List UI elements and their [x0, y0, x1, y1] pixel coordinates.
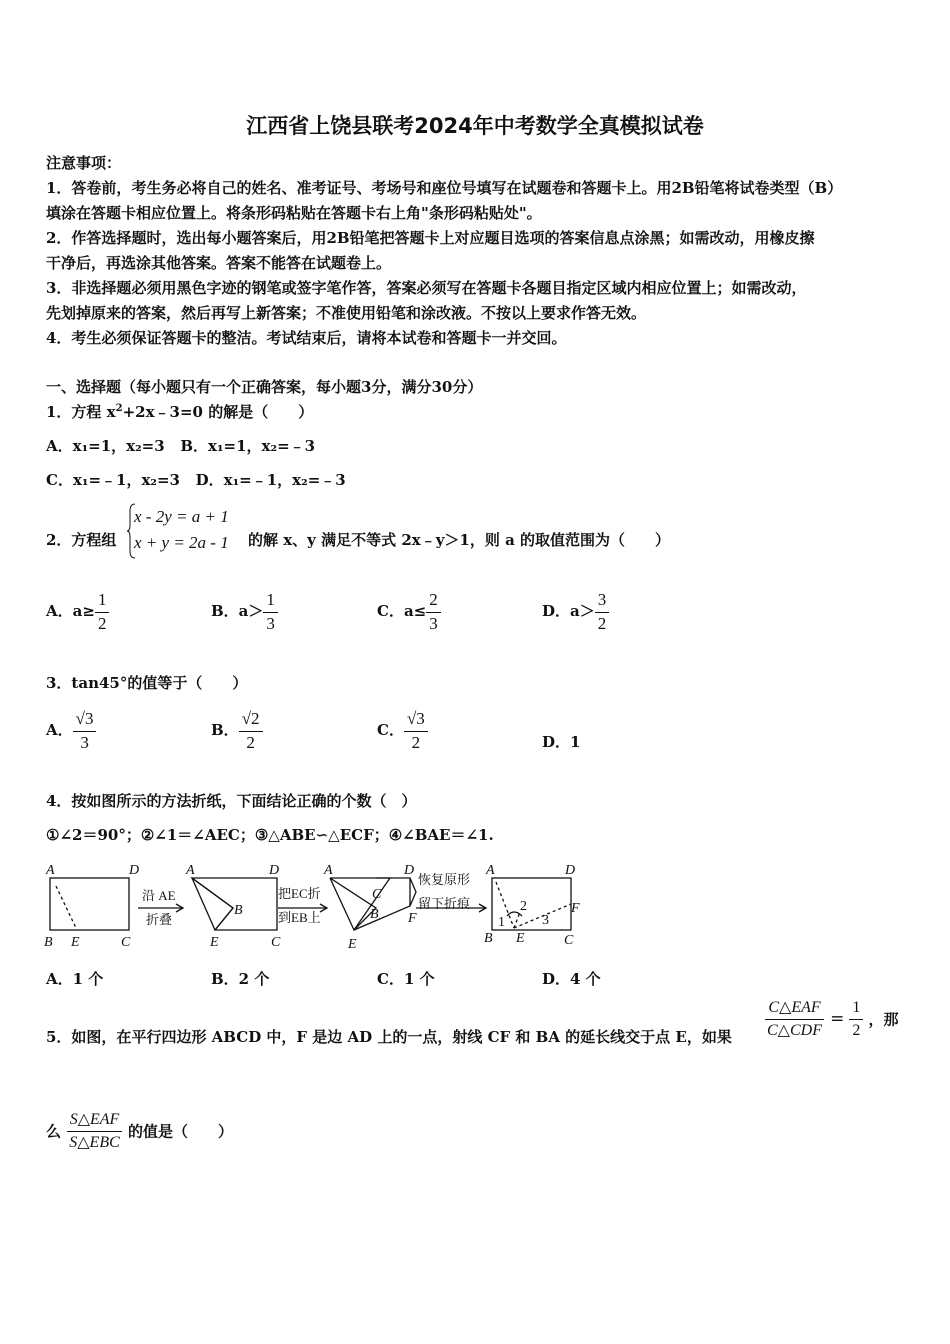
q4-stem: 4．按如图所示的方法折纸，下面结论正确的个数（ ）: [46, 792, 417, 810]
angle-2-label: 2: [520, 899, 527, 914]
step-2-top: 把EC折: [278, 886, 321, 901]
svg-text:D: D: [269, 863, 280, 878]
q1-option-a[interactable]: A．x₁=1，x₂=3: [46, 437, 165, 455]
q3-option-b[interactable]: B． $\frac{√2}{2}$: [211, 710, 263, 752]
step-2-bottom: 到EB上: [278, 910, 321, 925]
notice-line-1: 1．答卷前，考生务必将自己的姓名、准考证号、考场号和座位号填写在试题卷和答题卡上。用2B铅笔将试卷类型（B）: [46, 179, 843, 197]
q1-option-cd: [46, 469, 346, 490]
equation-1: x - 2y = a + 1: [134, 507, 229, 526]
svg-text:C: C: [564, 933, 574, 948]
label-e: E: [71, 935, 80, 950]
q5-ratio: $\frac{\text{C△EAF}}{\text{C△CDF}}$ = $\frac{1}{2}$ ，那: [767, 999, 899, 1039]
svg-text:E: E: [516, 931, 525, 946]
equation-2: x + y = 2a - 1: [134, 533, 229, 552]
angle-1-label: 1: [498, 915, 505, 930]
q3-option-a[interactable]: A． $\frac{√3}{3}$: [46, 710, 96, 752]
section-heading: 一、选择题（每小题只有一个正确答案，每小题3分，满分30分）: [46, 378, 483, 396]
folded-shape-2: [330, 878, 390, 930]
svg-text:A: A: [186, 863, 195, 878]
step-3-bottom: 留下折痕: [418, 896, 471, 911]
notice-line-4: 干净后，再选涂其他答案。答案不能答在试题卷上。: [46, 254, 392, 272]
svg-text:B: B: [484, 931, 493, 946]
svg-text:D: D: [404, 863, 415, 878]
q2-option-c[interactable]: C．a≤ $\frac{2}{3}$: [377, 591, 441, 633]
label-c: C: [121, 935, 131, 950]
step-1-bottom: 折叠: [146, 912, 173, 927]
notice-line-2: 填涂在答题卡相应位置上。将条形码粘贴在答题卡右上角"条形码粘贴处"。: [46, 204, 542, 222]
q4-option-a[interactable]: A．1 个: [46, 970, 104, 988]
q1-option-d[interactable]: D．x₁=﹣1，x₂=﹣3: [195, 471, 346, 489]
q5-continuation: 么 $\frac{\text{S△EAF}}{\text{S△EBC}}$ 的值是（ ）: [46, 1111, 234, 1151]
fraction: $\frac{1}{2}$: [95, 591, 110, 633]
svg-text:B: B: [370, 907, 379, 922]
q2-option-b[interactable]: B．a＞ $\frac{1}{3}$: [211, 591, 278, 633]
svg-text:A: A: [324, 863, 333, 878]
q4-option-c[interactable]: C．1 个: [377, 970, 435, 988]
svg-text:D: D: [565, 863, 576, 878]
fraction: $\frac{2}{3}$: [426, 591, 441, 633]
svg-text:F: F: [408, 911, 417, 926]
q4-option-d[interactable]: D．4 个: [542, 970, 601, 988]
svg-text:C: C: [271, 935, 281, 950]
label-b: B: [44, 935, 53, 950]
q1-option-b[interactable]: B．x₁=1，x₂=﹣3: [180, 437, 316, 455]
step-1-top: 沿 AE: [142, 888, 176, 903]
svg-text:E: E: [210, 935, 219, 950]
svg-text:F: F: [571, 901, 580, 916]
q2-option-a[interactable]: A．a≥ $\frac{1}{2}$: [46, 591, 109, 633]
svg-text:B: B: [234, 903, 243, 918]
q1-option-c[interactable]: C．x₁=﹣1，x₂=3: [46, 471, 180, 489]
notice-line-3: 2．作答选择题时，选出每小题答案后，用2B铅笔把答题卡上对应题目选项的答案信息点涂黑；如需改动，用橡皮擦: [46, 229, 815, 247]
svg-text:E: E: [348, 937, 357, 952]
folding-figure: [40, 856, 590, 954]
notice-heading: 注意事项：: [46, 154, 122, 172]
q1-option-ab: [46, 435, 315, 456]
fold-line-ae: [56, 886, 76, 928]
notice-line-6: 先划掉原来的答案，然后再写上新答案；不准使用铅笔和涂改液。不按以上要求作答无效。: [46, 304, 647, 322]
step-3-top: 恢复原形: [418, 872, 471, 887]
q1-stem: 1．方程 $x^2+2x﹣3=0$ 的解是（ ）: [46, 403, 314, 421]
q3-option-d[interactable]: D．1: [542, 733, 581, 751]
q2-option-d[interactable]: D．a＞ $\frac{3}{2}$: [542, 591, 609, 633]
q2-stem-suffix: 的解 x、y 满足不等式 2x﹣y＞1，则 a 的取值范围为（ ）: [248, 531, 671, 549]
q3-stem: 3．tan45°的值等于（ ）: [46, 674, 248, 692]
notice-line-7: 4．考生必须保证答题卡的整洁。考试结束后，请将本试卷和答题卡一并交回。: [46, 329, 567, 347]
fraction: $\frac{3}{2}$: [595, 591, 610, 633]
notice-line-5: 3．非选择题必须用黑色字迹的钢笔或签字笔作答，答案必须写在答题卡各题目指定区域内相应位置上；如需改动，: [46, 279, 807, 297]
q4-option-b[interactable]: B．2 个: [211, 970, 270, 988]
q2-stem-prefix: 2．方程组: [46, 531, 117, 549]
equation-system: [134, 504, 229, 556]
angle-3-label: 3: [542, 913, 549, 928]
rectangle-abcd: [50, 878, 129, 930]
q4-claims: ①∠2＝90°；②∠1＝∠AEC；③△ABE∽△ECF；④∠BAE＝∠1.: [46, 826, 494, 844]
svg-text:C: C: [372, 887, 382, 902]
q3-option-c[interactable]: C． $\frac{√3}{2}$: [377, 710, 428, 752]
q5-stem: 5．如图，在平行四边形 ABCD 中，F 是边 AD 上的一点，射线 CF 和 BA 的延长线交于点 E，如果: [46, 1028, 732, 1046]
label-d: D: [129, 863, 140, 878]
svg-text:A: A: [486, 863, 495, 878]
page-title: 江西省上饶县联考2024年中考数学全真模拟试卷: [246, 114, 704, 138]
fraction: $\frac{1}{3}$: [263, 591, 278, 633]
label-a: A: [46, 863, 55, 878]
